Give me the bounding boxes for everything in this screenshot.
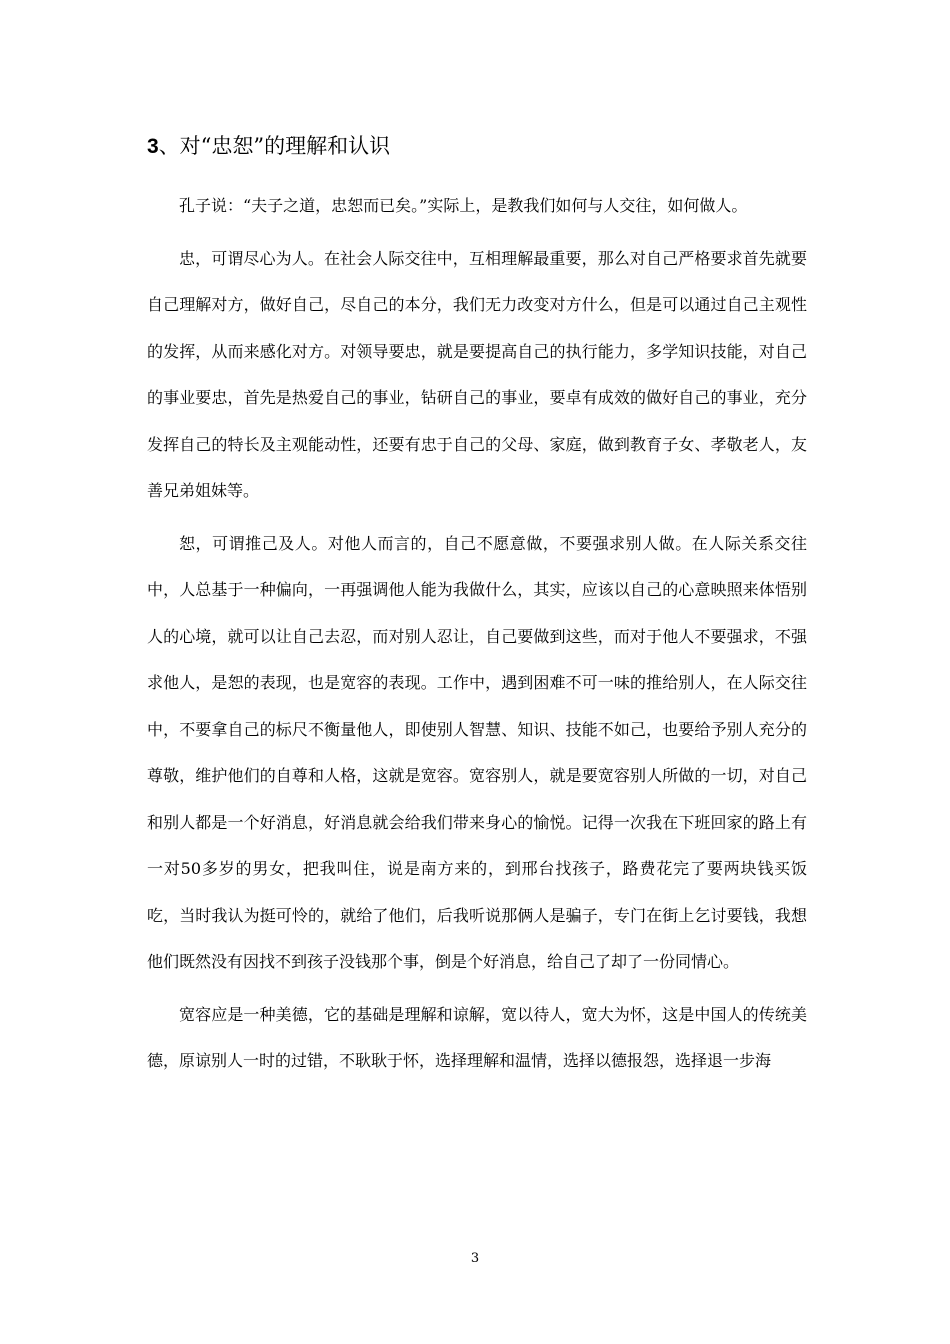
section-number: 3 <box>147 135 159 158</box>
section-heading <box>147 128 390 165</box>
paragraph-zhong: 忠，可谓尽心为人。在社会人际交往中，互相理解最重要，那么对自己严格要求首先就要自己理解对方，做好自己，尽自己的本分，我们无力改变对方什么，但是可以通过自己主观性的发挥，从而来感化对方。对领导要忠，就是要提高自己的执行能力，多学知识技能，对自己的事业要忠，首先是热爱自己的事业，钻研自己的事业，要卓有成效的做好自己的事业，充分发挥自己的特长及主观能动性，还要有忠于自己的父母、家庭，做到教育子女、孝敬老人，友善兄弟姐妹等。 <box>147 248 807 500</box>
paragraph-tolerance: 宽容应是一种美德，它的基础是理解和谅解，宽以待人，宽大为怀，这是中国人的传统美德，原谅别人一时的过错，不耿耿于怀，选择理解和温情，选择以德报怨，选择退一步海 <box>147 1004 807 1070</box>
section-title: 、对“忠恕”的理解和认识 <box>158 134 391 158</box>
body-text <box>147 183 807 1085</box>
page-number: 3 <box>470 1251 480 1266</box>
paragraph-confucius-quote: 孔子说：“夫子之道，忠恕而已矣。”实际上，是教我们如何与人交往，如何做人。 <box>179 196 748 215</box>
paragraph-shu: 恕，可谓推己及人。对他人而言的，自己不愿意做，不要强求别人做。在人际关系交往中，人总基于一种偏向，一再强调他人能为我做什么，其实，应该以自己的心意映照来体悟别人的心境，就可以让自己去忍，而对别人忍让，自己要做到这些，而对于他人不要强求，不强求他人，是恕的表现，也是宽容的表现。工作中，遇到困难不可一味的推给别人，在人际交往中，不要拿自己的标尺不衡量他人，即使别人智慧、知识、技能不如己，也要给予别人充分的尊敬，维护他们的自尊和人格，这就是宽容。宽容别人，就是要宽容别人所做的一切，对自己和别人都是一个好消息，好消息就会给我们带来身心的愉悦。记得一次我在下班回家的路上有一对50多岁的男女，把我叫住，说是南方来的，到邢台找孩子，路费花完了要两块钱买饭吃，当时我认为挺可怜的，就给了他们，后我听说那俩人是骗子，专门在街上乞讨要钱，我想他们既然没有因找不到孩子没钱那个事，倒是个好消息，给自己了却了一份同情心。 <box>147 533 807 971</box>
